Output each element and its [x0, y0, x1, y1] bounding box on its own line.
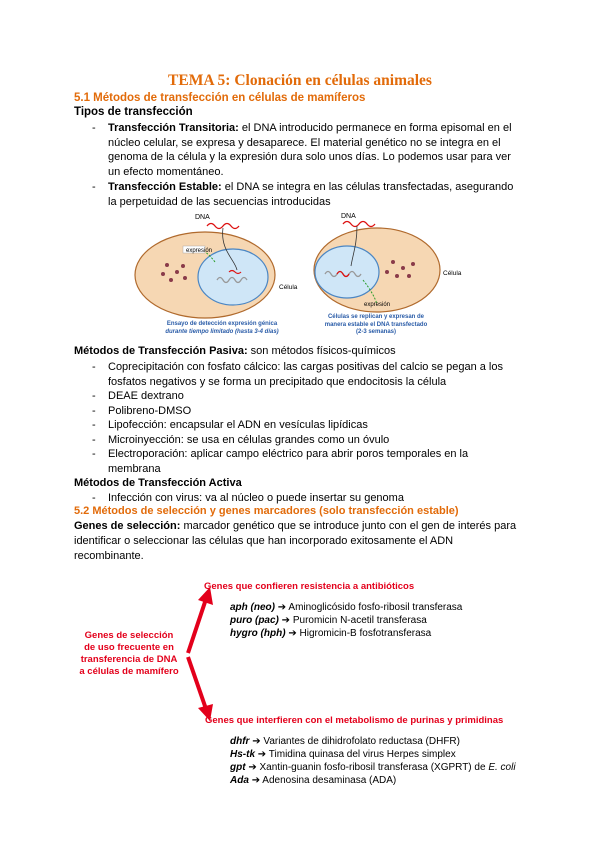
dash: -: [92, 492, 96, 504]
transitoria-line: el DNA introducido permanece en forma episomal en el: [238, 122, 512, 134]
nucleus-left: [198, 249, 268, 305]
protein-dot: [395, 274, 399, 278]
transitoria-label: Transfección Transitoria:: [108, 122, 239, 134]
diagram-center-label: [68, 630, 190, 678]
pasiva-item: Lipofección: encapsular el ADN en vesículas lipídicas: [108, 419, 368, 431]
caption-left-line: durante tiempo limitado (hasta 3-4 días): [165, 328, 279, 335]
genes-line: recombinante.: [74, 550, 144, 562]
pasiva-item: Polibreno-DMSO: [108, 405, 192, 417]
page-title: TEMA 5: Clonación en células animales: [168, 72, 432, 89]
caption-left-line: Ensayo de detección expresión génica: [166, 321, 278, 327]
dna-strand-left: [207, 224, 239, 229]
section-5-2-heading: 5.2 Métodos de selección y genes marcadores (solo transfección estable): [74, 505, 459, 517]
bottom-group-heading: Genes que interfieren con el metabolismo de purinas y primidinas: [205, 715, 504, 726]
estable-line: la perpetuidad de las secuencias introducidas: [108, 195, 331, 208]
arrow-glyph: ➔: [288, 628, 297, 639]
gene-row: [230, 627, 462, 640]
protein-dot: [385, 270, 389, 274]
pasiva-desc: son métodos físicos-químicos: [247, 345, 396, 357]
gene-name: gpt: [230, 762, 246, 773]
transitoria-line: genoma de la célula y la expresión dura solo unos días. Lo podemos usar para ver: [108, 151, 511, 164]
dash: -: [92, 405, 96, 417]
gene-desc: Aminoglicósido fosfo-ribosil transferasa: [286, 602, 463, 613]
dash: -: [92, 361, 96, 373]
center-line: de uso frecuente en: [84, 642, 174, 653]
gene-desc: Higromicin-B fosfotransferasa: [296, 628, 432, 639]
transitoria-line: un efecto momentáneo.: [108, 165, 224, 178]
estable-label: Transfección Estable:: [108, 181, 222, 193]
gene-organism: E. coli: [488, 762, 516, 773]
nucleus-right: [315, 246, 379, 298]
caption-left: [137, 321, 307, 336]
pasiva-heading: [74, 345, 396, 357]
pasiva-item: Microinyección: se usa en células grandes como un óvulo: [108, 434, 390, 446]
pasiva-item-line: Coprecipitación con fosfato cálcico: las cargas positivas del calcio se pegan a los: [108, 361, 503, 373]
pasiva-item-line: fosfatos negativos y se forma un precipitado que endocitosis la célula: [108, 375, 447, 388]
arrow-glyph: ➔: [281, 615, 291, 626]
protein-dot: [175, 270, 179, 274]
arrow-up-line: [188, 599, 206, 653]
protein-dot: [181, 264, 185, 268]
caption-right: [316, 314, 436, 337]
genes-label: Genes de selección:: [74, 520, 181, 532]
gene-row: [230, 601, 462, 614]
gene-name: aph (neo): [230, 602, 275, 613]
transitoria-line: núcleo celular, se expresa y desaparece. El material genético no se integra en el: [108, 136, 501, 149]
dash: -: [92, 390, 96, 402]
dash: -: [92, 448, 96, 460]
pasiva-item: DEAE dextrano: [108, 390, 184, 402]
gene-name: Ada: [230, 775, 249, 786]
celula-label-right: Célula: [443, 270, 462, 277]
activa-item: Infección con virus: va al núcleo o puede insertar su genoma: [108, 492, 404, 504]
top-group-heading: Genes que confieren resistencia a antibióticos: [204, 581, 415, 592]
pasiva-label: Métodos de Transfección Pasiva:: [74, 345, 248, 357]
arrow-glyph: ➔: [252, 736, 261, 747]
top-gene-list: [230, 601, 462, 640]
protein-dot: [391, 260, 395, 264]
protein-dot: [161, 272, 165, 276]
celula-label-left: Célula: [279, 284, 298, 291]
gene-desc: Timidina quinasa del virus Herpes simplex: [266, 749, 456, 760]
tipos-heading: Tipos de transfección: [74, 106, 193, 118]
center-line: Genes de selección: [84, 630, 174, 641]
arrow-glyph: ➔: [277, 602, 287, 613]
dna-strand-right: [343, 222, 375, 227]
gene-desc: Xantin-guanin fosfo-ribosil transferasa (XGPRT) de: [256, 762, 489, 773]
gene-desc: Variantes de dihidrofolato reductasa (DHFR): [260, 736, 460, 747]
gene-desc: Adenosina desaminasa (ADA): [260, 775, 397, 786]
dash: -: [92, 122, 96, 134]
protein-dot: [411, 262, 415, 266]
dash: -: [92, 419, 96, 431]
bottom-gene-list: [230, 735, 516, 787]
gene-row: [230, 614, 462, 627]
gene-name: Hs-tk: [230, 749, 256, 760]
activa-heading: Métodos de Transfección Activa: [74, 477, 242, 489]
pasiva-item: [108, 360, 528, 389]
genes-line: identificar o seleccionar las células que han incorporado exitosamente el ADN: [74, 535, 454, 547]
arrow-down-line: [188, 657, 206, 709]
gene-row: [230, 774, 516, 787]
protein-dot: [401, 266, 405, 270]
pasiva-item: [108, 447, 528, 476]
gene-desc: Puromicin N-acetil transferasa: [290, 615, 427, 626]
pasiva-item-line: Electroporación: aplicar campo eléctrico para abrir poros temporales en la: [108, 448, 469, 460]
gene-name: puro (pac): [230, 615, 279, 626]
genes-seleccion-paragraph: [74, 519, 529, 564]
estable-item: [108, 180, 528, 209]
arrow-glyph: ➔: [248, 762, 257, 773]
gene-row: [230, 748, 516, 761]
expresion-label-left: expresión: [186, 248, 213, 254]
dash: -: [92, 434, 96, 446]
gene-name: dhfr: [230, 736, 250, 747]
arrow-glyph: ➔: [251, 775, 261, 786]
transitoria-item: [108, 121, 528, 179]
pasiva-item-line: membrana: [108, 462, 161, 475]
caption-right-line: manera estable el DNA transfectado: [324, 321, 428, 328]
protein-dot: [165, 263, 169, 267]
protein-dot: [407, 274, 411, 278]
expresion-label-right: expresión: [364, 302, 391, 308]
gene-name: hygro (hph): [230, 628, 286, 639]
gene-row: [230, 735, 516, 748]
dash: -: [92, 181, 96, 193]
arrow-glyph: ➔: [257, 749, 267, 760]
estable-line: el DNA se integra en las células transfectadas, asegurando: [221, 181, 514, 193]
center-line: a células de mamífero: [79, 666, 179, 677]
section-5-1-heading: 5.1 Métodos de transfección en células de mamíferos: [74, 92, 366, 104]
gene-row: [230, 761, 516, 774]
caption-right-line: Células se replican y expresan de: [327, 314, 425, 320]
caption-right-line: (2-3 semanas): [355, 329, 397, 335]
center-line: transferencia de DNA: [80, 654, 178, 665]
protein-dot: [169, 278, 173, 282]
dna-label-right: DNA: [341, 213, 356, 220]
dna-label-left: DNA: [195, 214, 210, 221]
genes-line: marcador genético que se introduce junto con el gen de interés para: [180, 520, 517, 532]
protein-dot: [183, 276, 187, 280]
